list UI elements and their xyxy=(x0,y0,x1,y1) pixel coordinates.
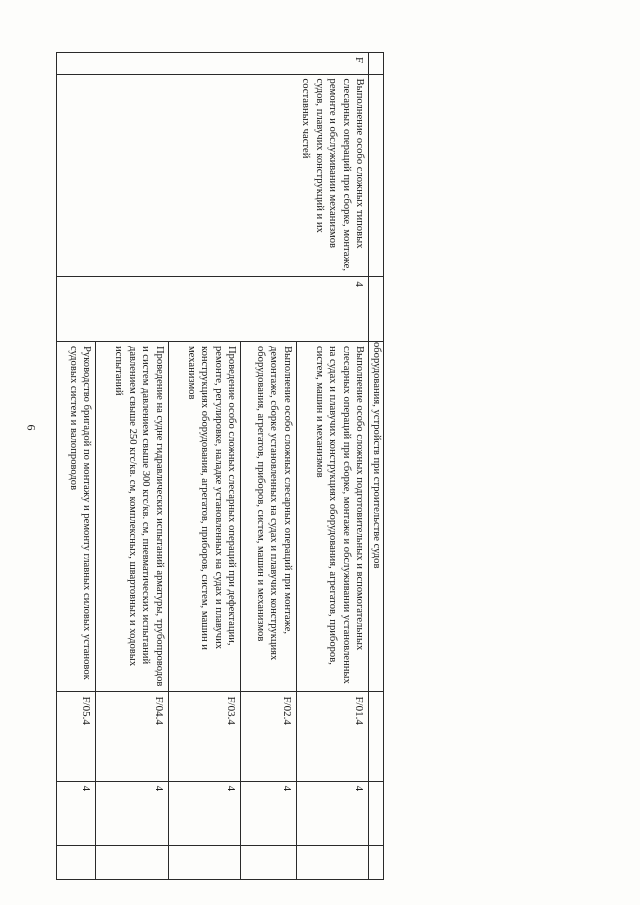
function-code-cell: F/04.4 xyxy=(96,692,168,781)
function-name-cell: Выполнение особо сложных слесарных операций при монтаже, демонтаже, сборке установленных на судах и плавучих конструкциях оборудования, агрегатов, приборов, систем, машин и механизмов xyxy=(241,341,297,691)
table-rotator xyxy=(56,52,384,880)
function-code-cell: F/01.4 xyxy=(297,692,369,781)
page-number: 6 xyxy=(24,424,39,431)
functions-table xyxy=(56,52,384,880)
function-level-cell: 4 xyxy=(168,781,240,846)
function-level-cell: 4 xyxy=(297,781,369,846)
function-name-cell: Проведение особо сложных слесарных операций при дефектации, ремонте, регулировке, наладке установленных на судах и плавучих конструкциях оборудования, агрегатов, приборов, систем, машин и механизмов xyxy=(168,341,240,691)
function-level-cell: 4 xyxy=(96,781,168,846)
function-code-cell: F/03.4 xyxy=(168,692,240,781)
function-name-cell: оборудования, устройств при строительстве судов xyxy=(369,341,384,691)
function-name-cell: Руководство бригадой по монтажу и ремонту главных силовых установок судовых систем и валопроводов xyxy=(57,341,96,691)
table-landscape xyxy=(56,52,384,880)
function-code-cell: F/02.4 xyxy=(241,692,297,781)
function-name-cell: Выполнение особо сложных подготовительных и вспомогательных слесарных операций при сборке, монтаже и обслуживании установленных на судах и плавучих конструкциях оборудования, агрегатов, приборов, систем, машин и механизмов xyxy=(297,341,369,691)
table-row xyxy=(297,53,369,880)
function-level-cell: 4 xyxy=(57,781,96,846)
generalized-function-level: 4 xyxy=(57,277,369,342)
generalized-function-code: F xyxy=(57,53,369,75)
table-top-row xyxy=(369,53,384,880)
generalized-function-name: Выполнение особо сложных типовых слесарных операций при сборке, монтаже, ремонте и обслуживании механизмов судов, плавучих конструкций и их составных частей xyxy=(57,74,369,277)
function-code-cell: F/05.4 xyxy=(57,692,96,781)
function-level-cell: 4 xyxy=(241,781,297,846)
function-name-cell: Проведение на судне гидравлических испытаний арматуры, трубопроводов и систем давлением свыше 300 кгс/кв. см, пневматических испытаний давлением свыше 250 кгс/кв. см, комплексных, швартовных и ходовых испытаний xyxy=(96,341,168,691)
